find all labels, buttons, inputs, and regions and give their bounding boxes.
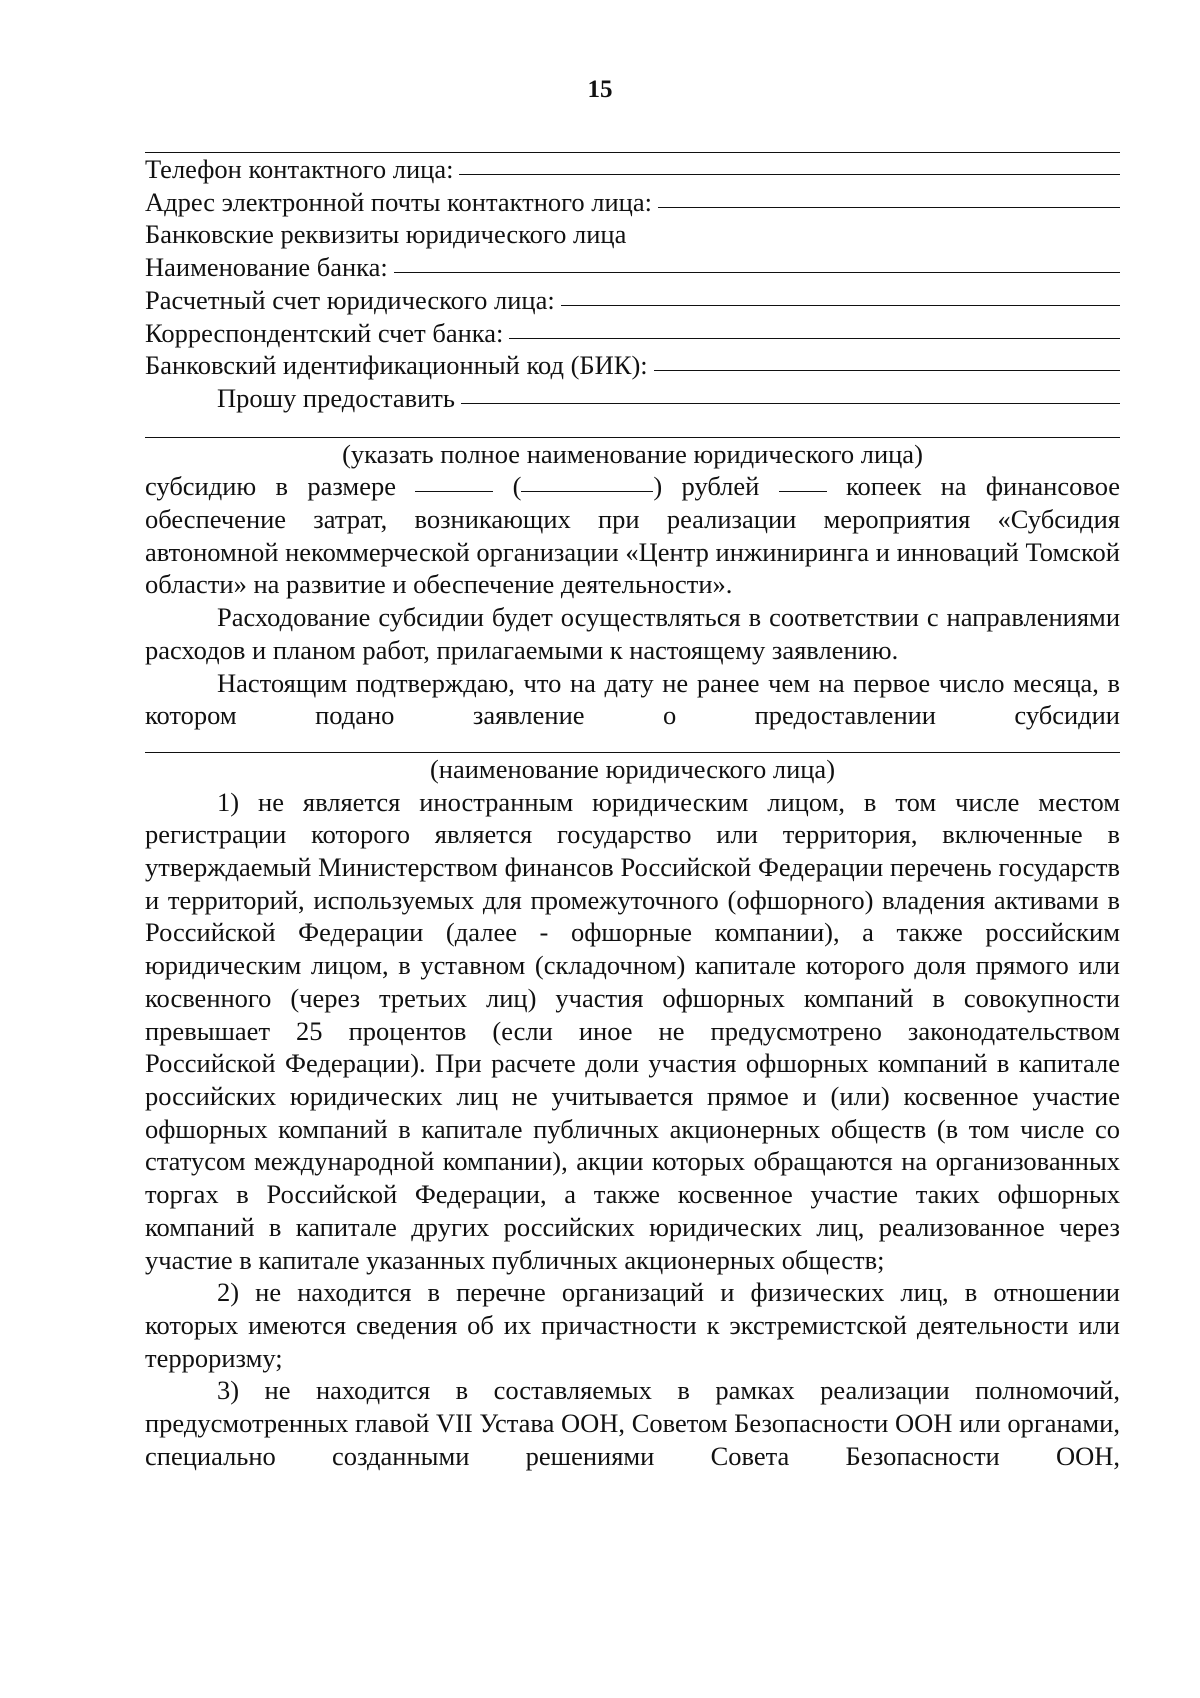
- bank-details-heading: [145, 218, 1120, 251]
- blank-line[interactable]: [145, 415, 1120, 438]
- fill-in-blank[interactable]: [561, 305, 1120, 306]
- subsidy-text: ) рублей: [653, 471, 760, 502]
- list-item-text: 1) не является иностранным юридическим лицом, в том числе местом регистрации которого является государство или территория, включенные в утверждаемый Министерством финансов Российской Федерации перечень государств и территорий, используемых для промежуточного (офшорного) владения активами в Российской Федерации (далее - офшорные компании), а также российским юридическим лицом, в уставном (складочном) капитале которого доля прямого или косвенного (через третьих лиц) участия офшорных компаний в совокупности превышает 25 процентов (если иное не предусмотрено законодательством Российской Федерации). При расчете доли участия офшорных компаний в капитале российских юридических лиц не учитывается прямое и (или) косвенное участие офшорных компаний в капитале публичных акционерных обществ (в том числе со статусом международной компании), акции которых обращаются на организованных торгах в Российской Федерации, а также косвенное участие таких офшорных компаний в капитале других российских юридических лиц, реализованное через участие в капитале указанных публичных акционерных обществ;: [145, 786, 1120, 1275]
- contact-phone-field: [145, 153, 1120, 186]
- spending-paragraph: [145, 601, 1120, 666]
- list-item: [145, 1276, 1120, 1374]
- fill-in-blank[interactable]: [658, 207, 1120, 208]
- subsidy-amount-line: [145, 470, 1120, 503]
- confirm-paragraph: [145, 667, 1120, 732]
- list-item: [145, 1374, 1120, 1472]
- request-label: Прошу предоставить: [217, 382, 455, 413]
- field-label: Расчетный счет юридического лица:: [145, 284, 555, 315]
- subsidy-text: копеек на финансовое: [845, 471, 1121, 502]
- fill-in-blank[interactable]: [654, 370, 1120, 371]
- amount-digits-blank[interactable]: [415, 491, 493, 492]
- list-item-text: 3) не находится в составляемых в рамках реализации полномочий, предусмотренных главой VII Устава ООН, Советом Безопасности ООН или органами, специально созданными решениями Совета Безопасности ООН,: [145, 1375, 1120, 1471]
- list-item-text: 2) не находится в перечне организаций и физических лиц, в отношении которых имеются сведения об их причастности к экстремистской деятельности или терроризму;: [145, 1277, 1120, 1373]
- settlement-account-field: [145, 284, 1120, 317]
- confirm-caption: (наименование юридического лица): [429, 753, 836, 784]
- field-label: Наименование банка:: [145, 252, 388, 283]
- amount-words-blank[interactable]: [521, 491, 653, 492]
- paragraph-text: Расходование субсидии будет осуществляться в соответствии с направлениями расходов и планом работ, прилагаемыми к настоящему заявлению.: [145, 602, 1120, 665]
- subsidy-text: субсидию в размере: [145, 471, 396, 502]
- fill-in-blank[interactable]: [394, 272, 1120, 273]
- request-line: [145, 382, 1120, 415]
- field-label: Телефон контактного лица:: [145, 154, 454, 184]
- list-item: [145, 786, 1120, 1277]
- subsidy-purpose: обеспечение затрат, возникающих при реализации мероприятия «Субсидия автономной некоммерческой организации «Центр инжиниринга и инноваций Томской области» на развитие и обеспечение деятельности».: [145, 504, 1120, 600]
- field-label: Банковский идентификационный код (БИК):: [145, 350, 648, 381]
- request-caption: (указать полное наименование юридического лица): [342, 438, 923, 469]
- bik-field: [145, 349, 1120, 382]
- blank-line[interactable]: [145, 732, 1120, 753]
- blank-line: [145, 136, 1120, 153]
- correspondent-account-field: [145, 317, 1120, 350]
- page-number: 15: [587, 76, 613, 103]
- field-label: Адрес электронной почты контактного лица:: [145, 186, 652, 217]
- fill-in-blank[interactable]: [509, 338, 1120, 339]
- fill-in-blank[interactable]: [461, 403, 1120, 404]
- contact-email-field: [145, 186, 1120, 219]
- bank-name-field: [145, 251, 1120, 284]
- field-label: Корреспондентский счет банка:: [145, 317, 504, 348]
- kopecks-blank[interactable]: [779, 491, 827, 492]
- fill-in-blank[interactable]: [459, 174, 1120, 175]
- field-label: Банковские реквизиты юридического лица: [145, 219, 627, 250]
- subsidy-text: (: [512, 471, 522, 502]
- document-body: [145, 136, 1120, 1472]
- paragraph-text: Настоящим подтверждаю, что на дату не ранее чем на первое число месяца, в котором подано заявление о предоставлении субсидии: [145, 667, 1120, 731]
